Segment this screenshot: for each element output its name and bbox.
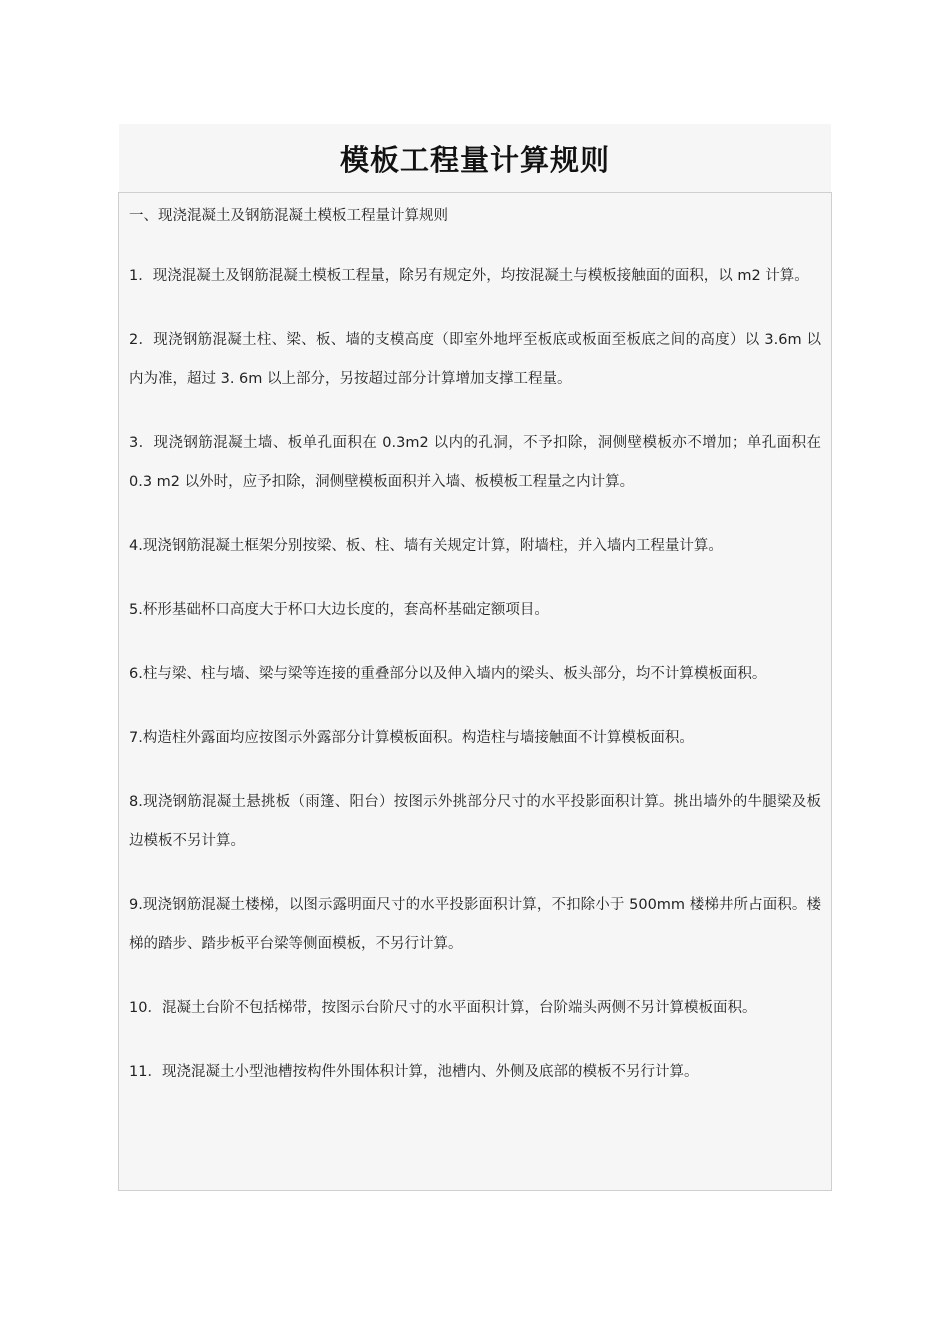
rule-item-11: 11．现浇混凝土小型池槽按构件外围体积计算，池槽内、外侧及底部的模板不另行计算。 [129, 1064, 699, 1080]
rule-item-7: 7.构造柱外露面均应按图示外露部分计算模板面积。构造柱与墙接触面不计算模板面积。 [129, 730, 694, 746]
rule-item-3: 3．现浇钢筋混凝土墙、板单孔面积在 0.3m2 以内的孔洞，不予扣除，洞侧壁模板亦不增加；单孔面积在 0.3 m2 以外时，应予扣除，洞侧壁模板面积并入墙、板模板工程量之内计算。 [129, 435, 821, 490]
rule-item-9: 9.现浇钢筋混凝土楼梯，以图示露明面尺寸的水平投影面积计算，不扣除小于 500mm 楼梯井所占面积。楼梯的踏步、踏步板平台梁等侧面模板，不另行计算。 [129, 897, 821, 952]
rule-item-10: 10．混凝土台阶不包括梯带，按图示台阶尺寸的水平面积计算，台阶端头两侧不另计算模板面积。 [129, 1000, 757, 1016]
rule-item-4: 4.现浇钢筋混凝土框架分别按梁、板、柱、墙有关规定计算，附墙柱，并入墙内工程量计算。 [129, 538, 723, 554]
page-title: 模板工程量计算规则 [339, 142, 610, 177]
rule-item-1: 1．现浇混凝土及钢筋混凝土模板工程量，除另有规定外，均按混凝土与模板接触面的面积，以 m2 计算。 [129, 268, 809, 284]
document-body [118, 192, 832, 1191]
rule-item-6: 6.柱与梁、柱与墙、梁与梁等连接的重叠部分以及伸入墙内的梁头、板头部分，均不计算模板面积。 [129, 666, 767, 682]
rule-item-5: 5.杯形基础杯口高度大于杯口大边长度的，套高杯基础定额项目。 [129, 602, 549, 618]
rule-item-8: 8.现浇钢筋混凝土悬挑板（雨篷、阳台）按图示外挑部分尺寸的水平投影面积计算。挑出墙外的牛腿梁及板边模板不另计算。 [129, 794, 821, 849]
section-heading: 一、现浇混凝土及钢筋混凝土模板工程量计算规则 [129, 208, 448, 224]
rule-item-2: 2．现浇钢筋混凝土柱、梁、板、墙的支模高度（即室外地坪至板底或板面至板底之间的高度）以 3.6m 以内为准，超过 3. 6m 以上部分，另按超过部分计算增加支撑工程量。 [129, 332, 821, 387]
title-box [119, 124, 831, 192]
